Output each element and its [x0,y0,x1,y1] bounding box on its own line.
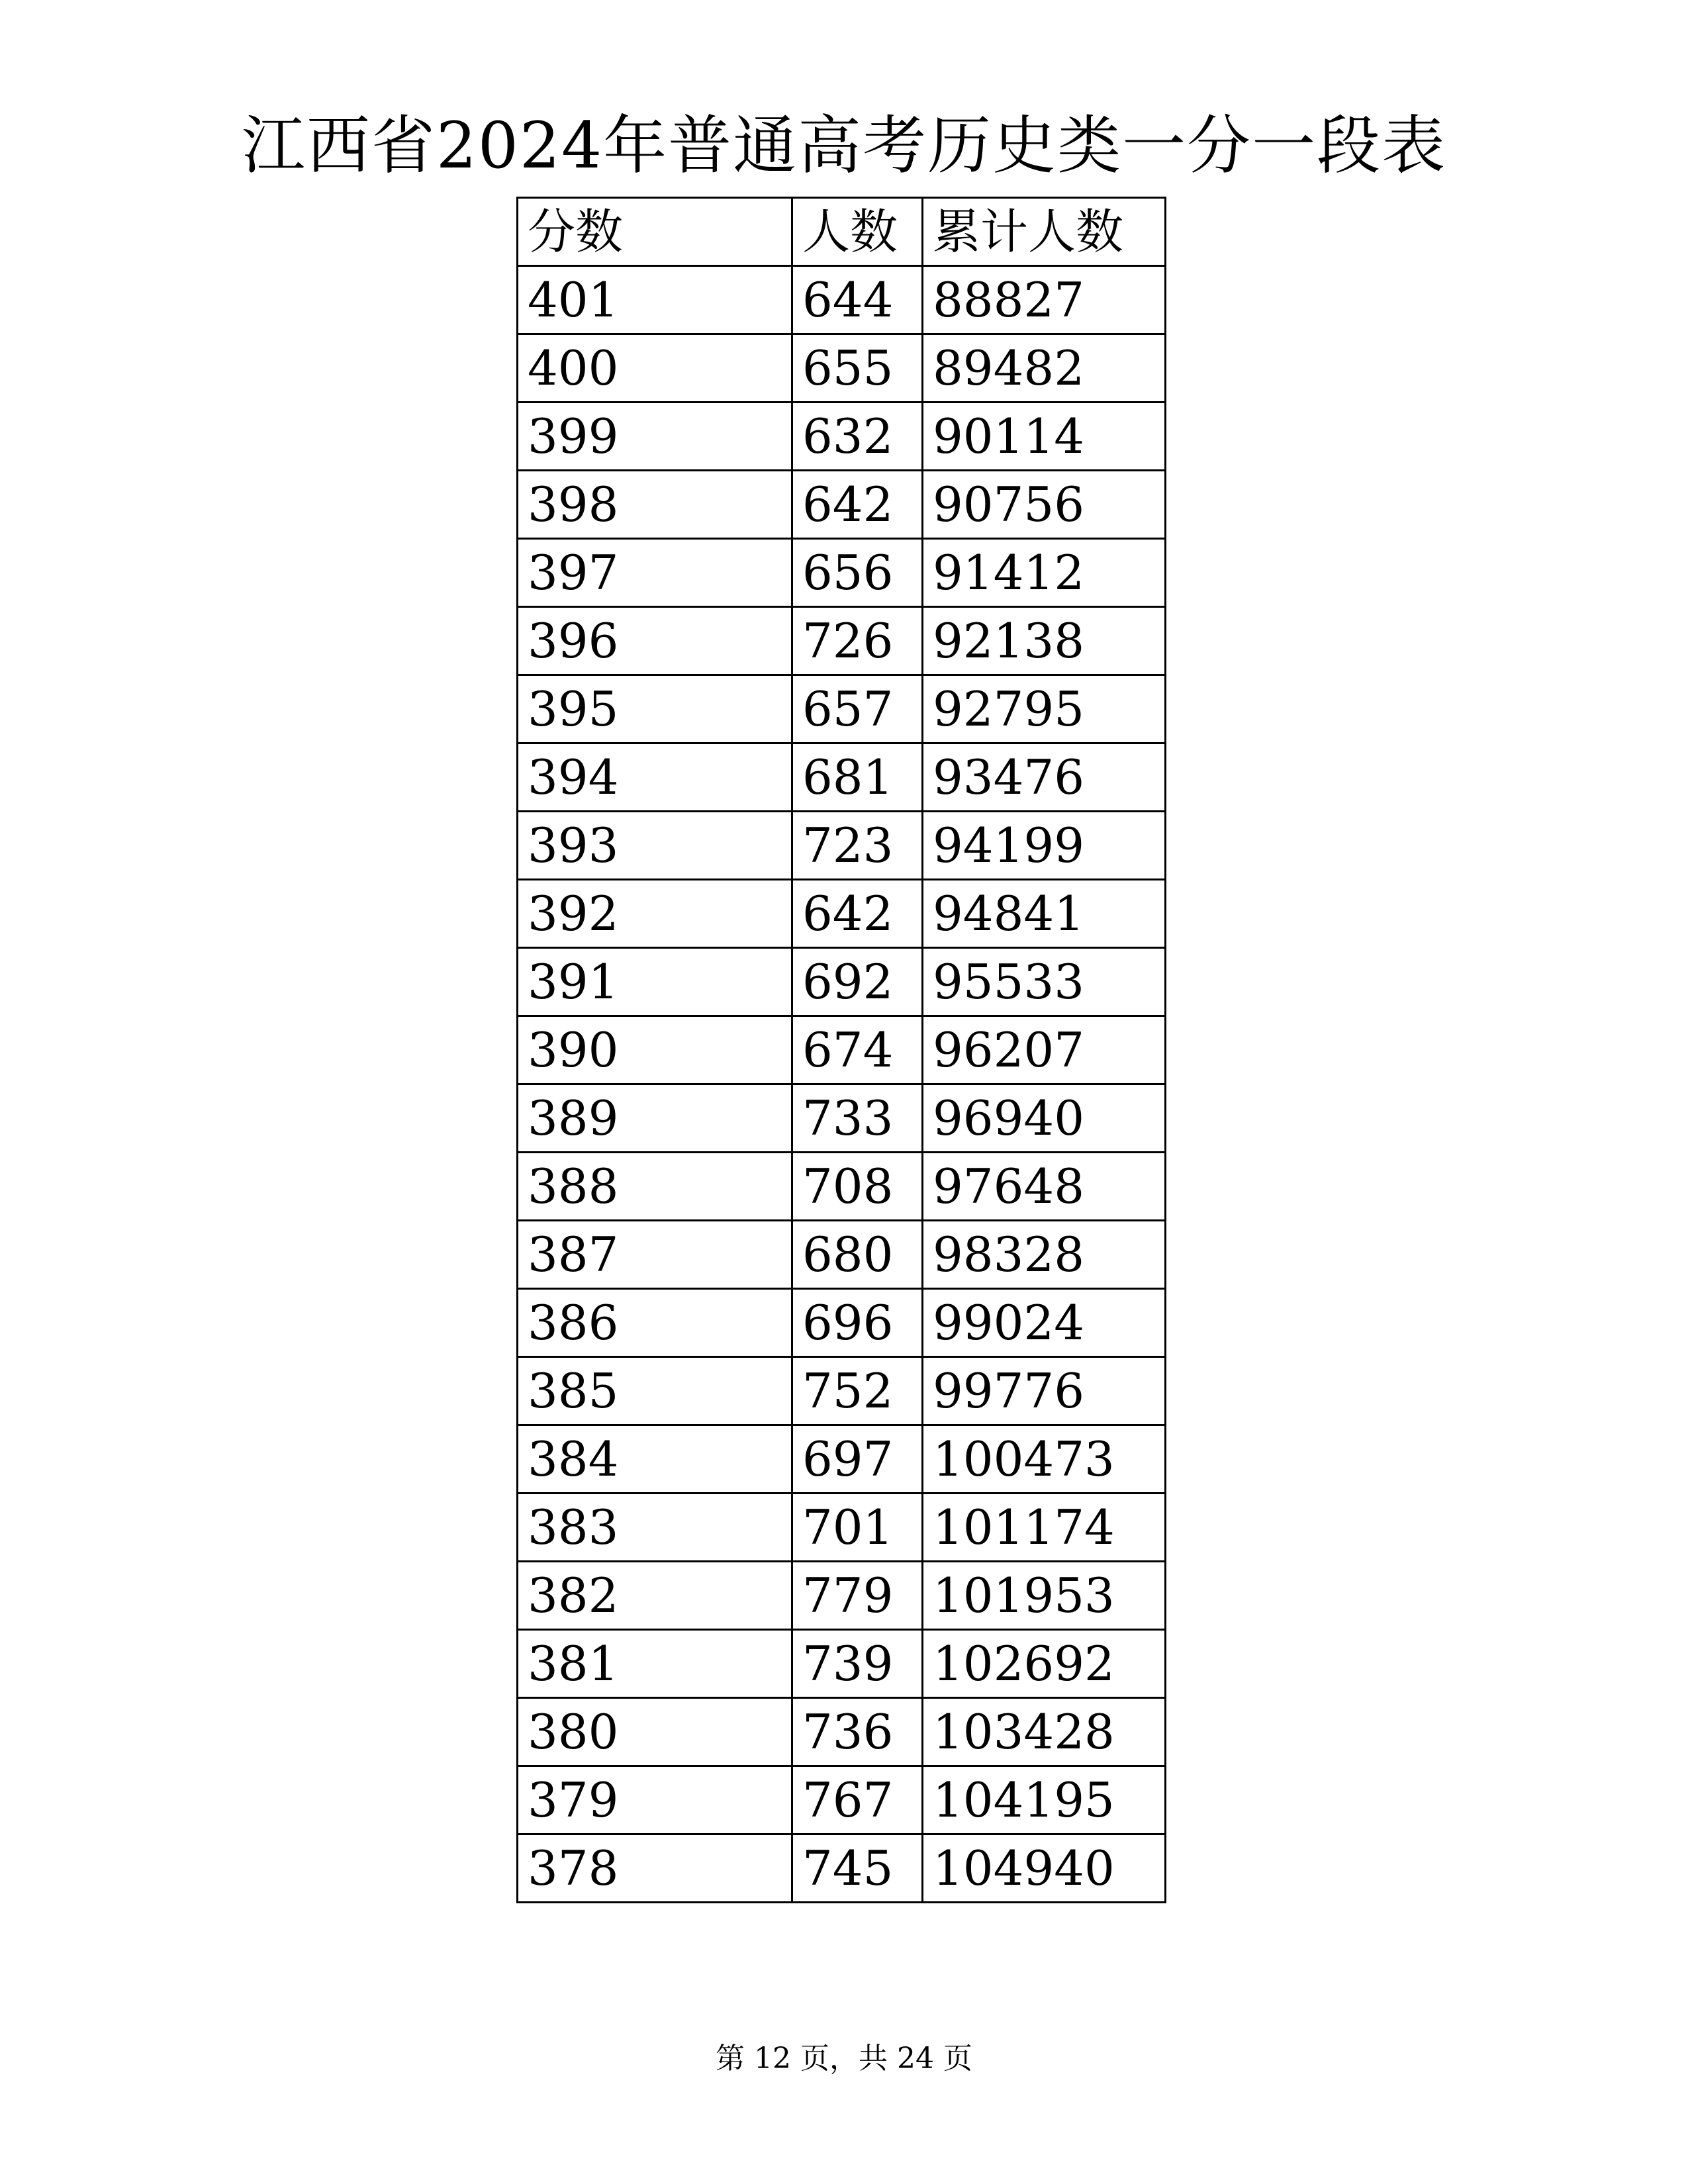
table-row [518,1698,1166,1766]
cumulative-cell: 99776 [923,1357,1166,1425]
cumulative-cell: 92138 [923,607,1166,675]
table-row [518,1834,1166,1903]
table-row [518,880,1166,948]
count-cell: 632 [792,403,923,471]
cumulative-cell: 102692 [923,1630,1166,1698]
cumulative-cell: 93476 [923,743,1166,812]
header-score: 分数 [518,198,792,266]
cumulative-cell: 96940 [923,1084,1166,1153]
cumulative-cell: 89482 [923,334,1166,403]
count-cell: 736 [792,1698,923,1766]
header-count: 人数 [792,198,923,266]
table-row [518,1084,1166,1153]
score-cell: 394 [518,743,792,812]
count-cell: 655 [792,334,923,403]
cumulative-cell: 101174 [923,1494,1166,1562]
cumulative-cell: 90114 [923,403,1166,471]
score-cell: 395 [518,675,792,743]
cumulative-cell: 94199 [923,812,1166,880]
table-header-row [518,198,1166,266]
table-row [518,1562,1166,1630]
cumulative-cell: 99024 [923,1289,1166,1357]
count-cell: 680 [792,1221,923,1289]
table-row [518,266,1166,334]
cumulative-cell: 100473 [923,1425,1166,1494]
cumulative-cell: 92795 [923,675,1166,743]
count-cell: 692 [792,948,923,1016]
cumulative-cell: 98328 [923,1221,1166,1289]
score-cell: 391 [518,948,792,1016]
count-cell: 644 [792,266,923,334]
score-cell: 378 [518,1834,792,1903]
count-cell: 733 [792,1084,923,1153]
cumulative-cell: 96207 [923,1016,1166,1084]
count-cell: 739 [792,1630,923,1698]
count-cell: 681 [792,743,923,812]
table-row [518,1357,1166,1425]
count-cell: 767 [792,1766,923,1834]
table-row [518,471,1166,539]
score-cell: 397 [518,539,792,607]
count-cell: 674 [792,1016,923,1084]
score-cell: 379 [518,1766,792,1834]
cumulative-cell: 88827 [923,266,1166,334]
score-cell: 384 [518,1425,792,1494]
score-cell: 396 [518,607,792,675]
count-cell: 745 [792,1834,923,1903]
cumulative-cell: 97648 [923,1153,1166,1221]
cumulative-cell: 95533 [923,948,1166,1016]
count-cell: 642 [792,880,923,948]
table-row [518,607,1166,675]
page-footer: 第 12 页，共 24 页 [716,2042,972,2075]
table-row [518,1425,1166,1494]
score-cell: 381 [518,1630,792,1698]
table-row [518,334,1166,403]
score-cell: 389 [518,1084,792,1153]
cumulative-cell: 104195 [923,1766,1166,1834]
count-cell: 723 [792,812,923,880]
table-row [518,1630,1166,1698]
table-row [518,539,1166,607]
score-cell: 388 [518,1153,792,1221]
count-cell: 726 [792,607,923,675]
score-cell: 383 [518,1494,792,1562]
score-cell: 387 [518,1221,792,1289]
table-row [518,675,1166,743]
count-cell: 696 [792,1289,923,1357]
score-cell: 400 [518,334,792,403]
count-cell: 697 [792,1425,923,1494]
score-cell: 380 [518,1698,792,1766]
table-row [518,1766,1166,1834]
cumulative-cell: 101953 [923,1562,1166,1630]
cumulative-cell: 91412 [923,539,1166,607]
table-body [518,198,1166,1903]
table-row [518,403,1166,471]
score-distribution-table [516,197,1166,1903]
table-row [518,743,1166,812]
score-cell: 390 [518,1016,792,1084]
table-row [518,1289,1166,1357]
page-title: 江西省2024年普通高考历史类一分一段表 [241,109,1447,183]
score-cell: 386 [518,1289,792,1357]
cumulative-cell: 94841 [923,880,1166,948]
score-cell: 382 [518,1562,792,1630]
cumulative-cell: 90756 [923,471,1166,539]
table-row [518,1494,1166,1562]
count-cell: 657 [792,675,923,743]
count-cell: 656 [792,539,923,607]
table-row [518,812,1166,880]
score-cell: 393 [518,812,792,880]
count-cell: 708 [792,1153,923,1221]
count-cell: 701 [792,1494,923,1562]
count-cell: 752 [792,1357,923,1425]
table-row [518,948,1166,1016]
table-row [518,1016,1166,1084]
table-row [518,1221,1166,1289]
table-row [518,1153,1166,1221]
score-cell: 401 [518,266,792,334]
cumulative-cell: 104940 [923,1834,1166,1903]
count-cell: 642 [792,471,923,539]
score-cell: 392 [518,880,792,948]
score-cell: 385 [518,1357,792,1425]
score-cell: 398 [518,471,792,539]
score-cell: 399 [518,403,792,471]
header-cumulative: 累计人数 [923,198,1166,266]
count-cell: 779 [792,1562,923,1630]
cumulative-cell: 103428 [923,1698,1166,1766]
